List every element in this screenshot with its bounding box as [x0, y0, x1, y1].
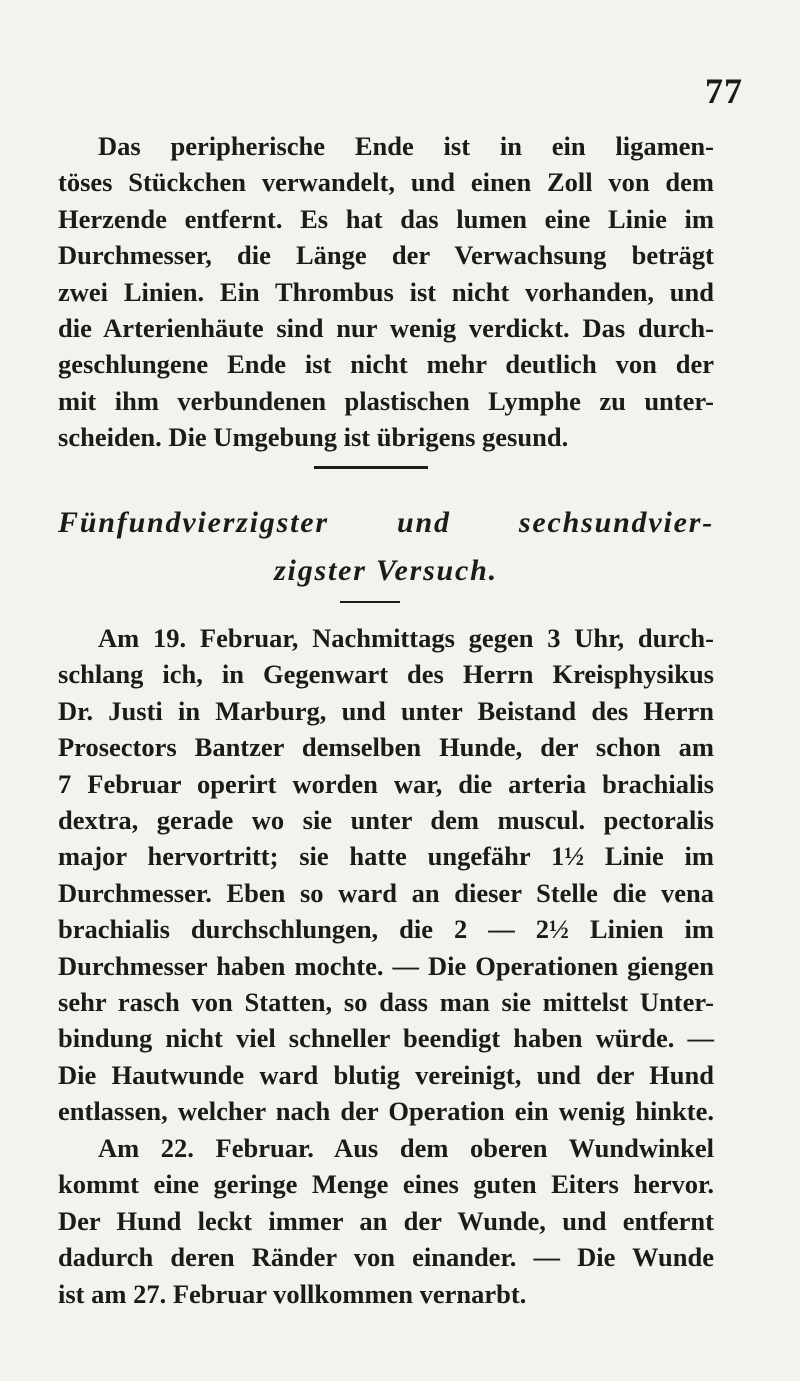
text-line: major hervortritt; sie hatte ungefähr 1½ Linie im	[58, 841, 714, 872]
text-line: Prosectors Bantzer demselben Hunde, der schon am	[58, 732, 714, 763]
text-line: kommt eine geringe Menge eines guten Eiters hervor.	[58, 1169, 714, 1200]
text-line: geschlungene Ende ist nicht mehr deutlich von der	[58, 349, 714, 380]
section-heading	[58, 499, 714, 595]
text-line: scheiden. Die Umgebung ist übrigens gesund.	[58, 422, 569, 453]
text-line: Dr. Justi in Marburg, und unter Beistand des Herrn	[58, 695, 714, 726]
paragraph-1	[58, 128, 714, 456]
text-line: dextra, gerade wo sie unter dem muscul. pectoralis	[58, 805, 714, 836]
paragraph-3	[58, 1130, 714, 1312]
text-line: töses Stückchen verwandelt, und einen Zoll von dem	[58, 167, 714, 198]
text-line: Am 19. Februar, Nachmittags gegen 3 Uhr, durch-	[98, 623, 714, 653]
text-line: Am 22. Februar. Aus dem oberen Wundwinkel	[98, 1133, 714, 1163]
text-line: entlassen, welcher nach der Operation ein wenig hinkte.	[58, 1096, 714, 1127]
text-line: Durchmesser haben mochte. — Die Operationen giengen	[58, 950, 714, 981]
text-line: die Arterienhäute sind nur wenig verdickt. Das durch-	[58, 313, 714, 344]
text-line: Durchmesser, die Länge der Verwachsung beträgt	[58, 240, 714, 271]
section-divider-bottom	[340, 601, 400, 603]
heading-line-2: zigster Versuch.	[274, 554, 498, 587]
page-number: 77	[705, 71, 743, 111]
text-line: Das peripherische Ende ist in ein ligamen-	[98, 131, 714, 161]
text-line: Die Hautwunde ward blutig vereinigt, und der Hund	[58, 1059, 714, 1090]
paragraph-2	[58, 620, 714, 1130]
text-line: dadurch deren Ränder von einander. — Die Wunde	[58, 1242, 714, 1273]
text-line: mit ihm verbundenen plastischen Lymphe zu unter-	[58, 385, 714, 416]
text-line: bindung nicht viel schneller beendigt haben würde. —	[58, 1023, 714, 1054]
text-line: ist am 27. Februar vollkommen vernarbt.	[58, 1278, 527, 1309]
heading-line-1: Fünfundvierzigster und sechsundvier-	[58, 506, 714, 539]
text-line: sehr rasch von Statten, so dass man sie mittelst Unter-	[58, 987, 714, 1018]
text-line: brachialis durchschlungen, die 2 — 2½ Linien im	[58, 914, 714, 945]
text-line: Durchmesser. Eben so ward an dieser Stelle die vena	[58, 877, 714, 908]
text-line: Der Hund leckt immer an der Wunde, und entfernt	[58, 1205, 714, 1236]
text-line: 7 Februar operirt worden war, die arteria brachialis	[58, 768, 714, 799]
text-line: schlang ich, in Gegenwart des Herrn Kreisphysikus	[58, 659, 714, 690]
text-line: zwei Linien. Ein Thrombus ist nicht vorhanden, und	[58, 276, 714, 307]
section-divider-top	[314, 466, 428, 469]
text-line: Herzende entfernt. Es hat das lumen eine Linie im	[58, 203, 714, 234]
